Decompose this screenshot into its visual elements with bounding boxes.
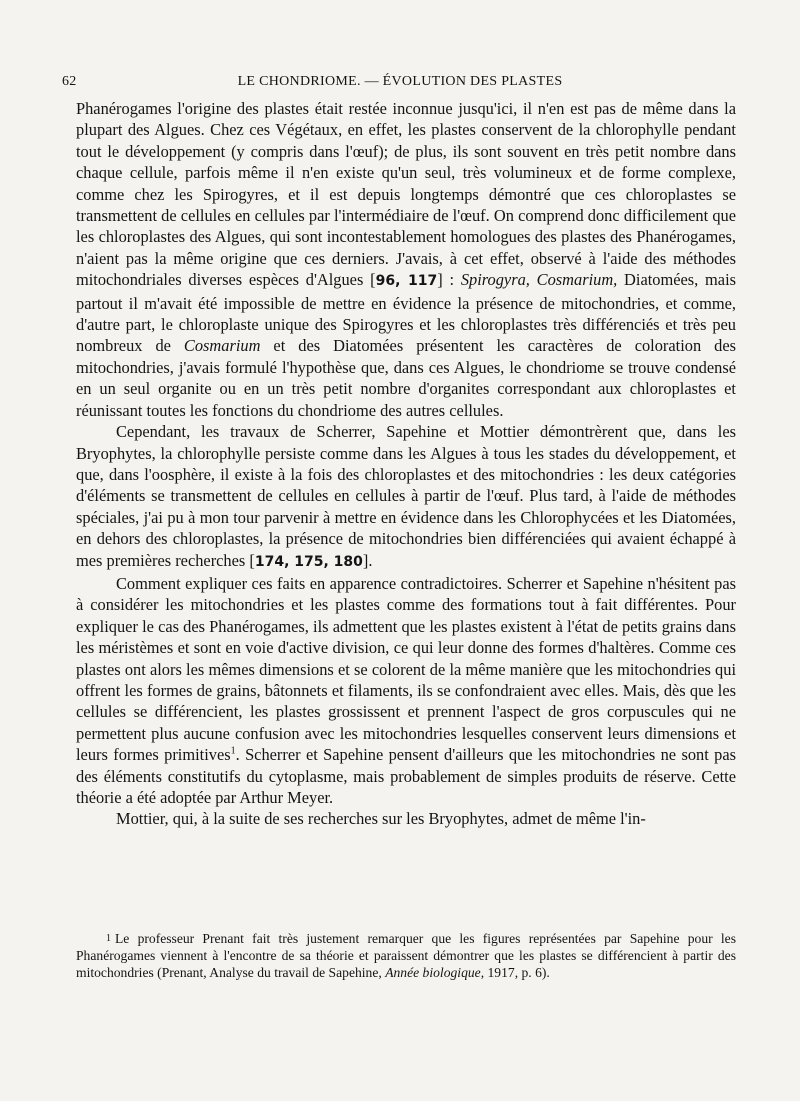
footnote-journal: Année biologique	[385, 964, 481, 980]
footnote-text: , 1917, p. 6).	[480, 964, 550, 980]
text-run: Cependant, les travaux de Scherrer, Sapehine et Mottier démontrèrent que, dans les Bryophytes, la chlorophylle persiste comme dans les Algues à tous les stades du développement, et que, dans l'oosphère, il existe à la fois des chloroplastes et des mitochondries : les deux catégories d'éléments se transmettent de cellules en cellules à partir de l'œuf. Plus tard, à l'aide de méthodes spéciales, j'ai pu à mon tour parvenir à mettre en évidence dans les Chlorophycées et les Diatomées, en dehors des chloroplastes, la présence de mitochondries bien différenciées qui avaient échappé à mes premières recherches [	[76, 422, 736, 570]
text-run: et des Diatomées présentent les caractères de coloration des mitochondries, j'avais formulé l'hypothèse que, dans ces Algues, le chondriome se trouve condensé en un seul organite ou en un très petit nombre d'organites correspondant aux chloroplastes et réunissant toutes les fonctions du chondriome des autres cellules.	[76, 336, 736, 420]
italic-taxon: Cosmarium	[183, 336, 261, 356]
citation-ref: 96, 117	[375, 273, 438, 290]
italic-taxa: Spirogyra, Cosmarium,	[460, 270, 618, 290]
page-number: 62	[62, 74, 77, 89]
text-run: . Scherrer et Sapehine pensent d'ailleurs que les mitochondries ne sont pas des éléments constitutifs du cytoplasme, mais probablement de simples produits de réserve. Cette théorie a été adoptée par Arthur Meyer.	[76, 745, 736, 807]
running-header	[62, 74, 738, 94]
paragraph-2	[76, 421, 736, 573]
footnote-marker: 1	[230, 745, 236, 757]
text-run: Comment expliquer ces faits en apparence contradictoires. Scherrer et Sapehine n'hésitent pas à considérer les mitochondries et les plastes comme des formations tout à fait différentes. Pour expliquer le cas des Phanérogames, ils admettent que les plastes existent à l'état de petits grains dans les méristèmes et sont en voie d'active division, ce qui leur donne des formes d'haltères. Comme ces plastes ont alors les mêmes dimensions et se colorent de la même manière que les mitochondries qui offrent les formes de grains, bâtonnets et filaments, ils se confondraient avec elles. Mais, dès que les cellules se différencient, les plastes grossissent et prennent l'aspect de gros corpuscules qui ne permettent plus aucune confusion avec les mitochondries lesquelles conservent leurs dimensions et leurs formes primitives	[76, 573, 736, 765]
text-run: Diatomées, mais partout il m'avait été impossible de mettre en évidence la présence de mitochondries, et comme, d'autre part, le chloroplaste unique des Spirogyres et les chloroplastes très différenciés et très peu nombreux de	[76, 270, 737, 356]
footnotes	[76, 931, 736, 981]
footnote-text: Le professeur Prenant fait très justement remarquer que les figures représentées par Sapehine pour les Phanérogames viennent à l'encontre de sa théorie et paraissent démontrer que les plastes se différencient à partir des mitochondries (Prenant, Analyse du travail de Sapehine,	[76, 931, 736, 980]
footnote-1	[76, 931, 736, 981]
text-run: Mottier, qui, à la suite de ses recherches sur les Bryophytes, admet de même l'in-	[116, 809, 646, 829]
body-text	[76, 98, 736, 830]
citation-ref: 174, 175, 180	[254, 553, 363, 570]
paragraph-3	[76, 573, 736, 808]
paragraph-1	[76, 98, 736, 421]
text-run: ].	[362, 550, 373, 570]
text-run: Phanérogames l'origine des plastes était restée inconnue jusqu'ici, il n'en est pas de même dans la plupart des Algues. Chez ces Végétaux, en effet, les plastes conservent de la chlorophylle pendant tout le développement (y compris dans l'œuf); de plus, ils sont souvent en très petit nombre dans chaque cellule, parfois même il n'en existe qu'un seul, très volumineux et de forme complexe, comme chez les Spirogyres, et il est depuis longtemps démontré que ces chloroplastes se transmettent de cellules en cellules par l'intermédiaire de l'œuf. On comprend donc difficilement que les chloroplastes des Algues, qui sont incontestablement homologues des plastes des Phanérogames, n'aient pas la même origine que ces derniers. J'avais, à cet effet, observé à l'aide des méthodes mitochondriales diverses espèces d'Algues [	[76, 99, 736, 290]
text-run: ] :	[437, 270, 461, 290]
footnote-number: 1	[106, 933, 111, 944]
paragraph-4	[76, 808, 736, 829]
running-title: LE CHONDRIOME. — ÉVOLUTION DES PLASTES	[237, 74, 563, 89]
